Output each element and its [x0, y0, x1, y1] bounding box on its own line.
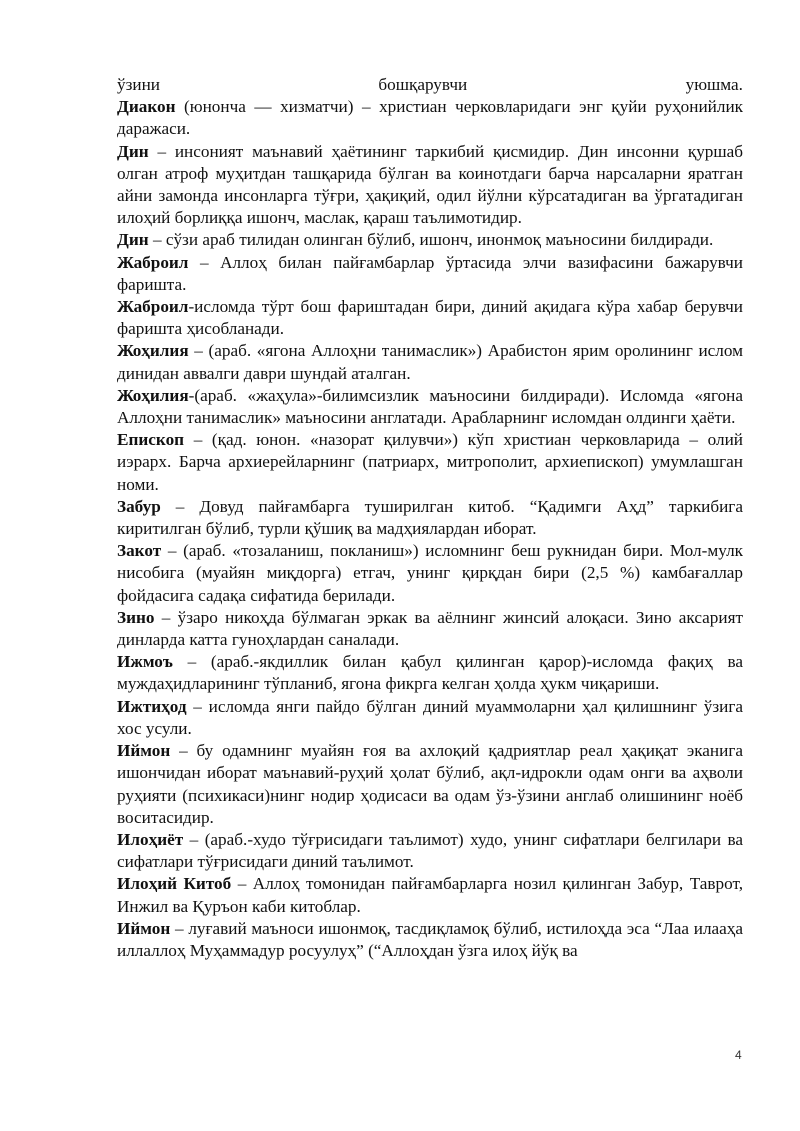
glossary-entry	[117, 229, 743, 251]
glossary-term: Иймон	[117, 741, 171, 761]
glossary-definition: – бу одамнинг муайян ғоя ва ахлоқий қадриятлар реал ҳақиқат эканига ишончидан иборат маънавий-руҳий ҳолат бўлиб, ақл-идрокли одам онги ва аҳволи руҳияти (психикаси)нинг нодир ҳодисаси ва одам ўз-ўзини англаб олишининг ноёб воситасидир.	[117, 741, 743, 827]
glossary-entry	[117, 340, 743, 384]
glossary-definition: – (араб. «тозаланиш, покланиш») исломнинг беш рукнидан бири. Мол-мулк нисобига (муайян миқдорга) етгач, унинг қирқдан бири (2,5 %) камбағаллар фойдасига садақа сифатида берилади.	[117, 541, 743, 605]
glossary-entry	[117, 918, 743, 962]
glossary-definition: – Довуд пайғамбарга туширилган китоб. “Қадимги Аҳд” таркибига киритилган бўлиб, турли қўшиқ ва мадҳиялардан иборат.	[117, 496, 743, 539]
glossary-definition: – Аллоҳ томонидан пайғамбарларга нозил қилинган Забур, Таврот, Инжил ва Қуръон каби китоблар.	[117, 874, 743, 916]
glossary-entry	[117, 296, 743, 340]
glossary-term: Закот	[117, 541, 162, 561]
glossary-definition: – (араб. «ягона Аллоҳни танимаслик») Арабистон ярим оролининг ислом динидан аввалги даври шундай аталган.	[117, 341, 743, 383]
glossary-entry	[117, 540, 743, 607]
glossary-definition: -(араб. «жаҳула»-билимсизлик маъносини билдиради). Исломда «ягона Аллоҳни танимаслик» маъносини англатади. Арабларнинг исломдан олдинги ҳаёти.	[117, 385, 743, 428]
glossary-term: Жаброил	[117, 297, 189, 317]
glossary-entry	[117, 740, 743, 829]
glossary-definition: – Аллоҳ билан пайғамбарлар ўртасида элчи вазифасини бажарувчи фаришта.	[117, 252, 743, 294]
continued-word: уюшма.	[685, 75, 743, 94]
continued-word: бошқарувчи	[378, 75, 468, 94]
glossary-definition: – (араб.-якдиллик билан қабул қилинган қарор)-исломда фақиҳ ва муждаҳидларининг тўпланиб, ягона фикрга келган ҳолда ҳукм чиқариши.	[117, 652, 743, 694]
glossary-term: Диакон	[117, 97, 176, 117]
glossary-term: Дин	[117, 141, 149, 161]
glossary-term: Ижтиҳод	[117, 696, 187, 716]
glossary-term: Ижмоъ	[117, 652, 173, 672]
glossary-definition: – ўзаро никоҳда бўлмаган эркак ва аёлнинг жинсий алоқаси. Зино аксарият динларда катта гуноҳлардан саналади.	[117, 607, 743, 650]
continued-word: ўзини	[117, 75, 160, 94]
glossary-definition: – инсоният маънавий ҳаётининг таркибий қисмидир. Дин инсонни қуршаб олган атроф муҳитдан ташқарида бўлган ва коинотдаги барча нарсаларни яратган айни замонда инсонларга тўғри, ҳақиқий, одил йўлни кўрсатадиган ва ўргатадиган илоҳий борлиққа ишонч, маслак, қараш таълимотидир.	[117, 141, 743, 228]
glossary-entry	[117, 96, 743, 140]
glossary-entry	[117, 141, 743, 230]
glossary-entry	[117, 607, 743, 651]
glossary-term: Дин	[117, 230, 149, 250]
glossary-entry	[117, 429, 743, 496]
glossary-definition: (юнонча — хизматчи) – христиан черковларидаги энг қуйи руҳонийлик даражаси.	[117, 97, 743, 139]
glossary-entry	[117, 873, 743, 917]
glossary-entry	[117, 496, 743, 540]
glossary-entry	[117, 829, 743, 873]
glossary-entry	[117, 696, 743, 740]
glossary-entry	[117, 651, 743, 695]
page-number: 4	[735, 1048, 742, 1062]
glossary-term: Жоҳилия	[117, 341, 189, 361]
continued-line	[117, 74, 743, 96]
glossary-definition: – луғавий маъноси ишонмоқ, тасдиқламоқ бўлиб, истилоҳда эса “Лаа илааҳа иллаллоҳ Муҳаммадур росуулуҳ” (“Аллоҳдан ўзга илоҳ йўқ ва	[117, 918, 743, 960]
glossary-definition: – (араб.-худо тўғрисидаги таълимот) худо, унинг сифатлари белгилари ва сифатлари тўғрисидаги диний таълимот.	[117, 829, 743, 872]
glossary-term: Илоҳий Китоб	[117, 874, 232, 894]
glossary-entry	[117, 252, 743, 296]
glossary-term: Жаброил	[117, 252, 189, 272]
glossary-term: Зино	[117, 607, 155, 627]
glossary-body	[117, 74, 743, 962]
glossary-term: Иймон	[117, 918, 171, 938]
glossary-definition: -исломда тўрт бош фариштадан бири, диний ақидага кўра хабар берувчи фаришта ҳисобланади.	[117, 297, 743, 339]
glossary-term: Епископ	[117, 430, 185, 450]
glossary-term: Забур	[117, 496, 161, 516]
glossary-term: Илоҳиёт	[117, 829, 184, 849]
glossary-definition: – (қад. юнон. «назорат қилувчи») кўп христиан черковларида – олий иэрарх. Барча архиерейларнинг (патриарх, митрополит, архиепископ) умумлашган номи.	[117, 430, 743, 494]
glossary-definition: – сўзи араб тилидан олинган бўлиб, ишонч, инонмоқ маъносини билдиради.	[148, 230, 714, 250]
glossary-term: Жоҳилия	[117, 385, 189, 405]
glossary-definition: – исломда янги пайдо бўлган диний муаммоларни ҳал қилишнинг ўзига хос усули.	[117, 696, 743, 738]
glossary-entry	[117, 385, 743, 429]
